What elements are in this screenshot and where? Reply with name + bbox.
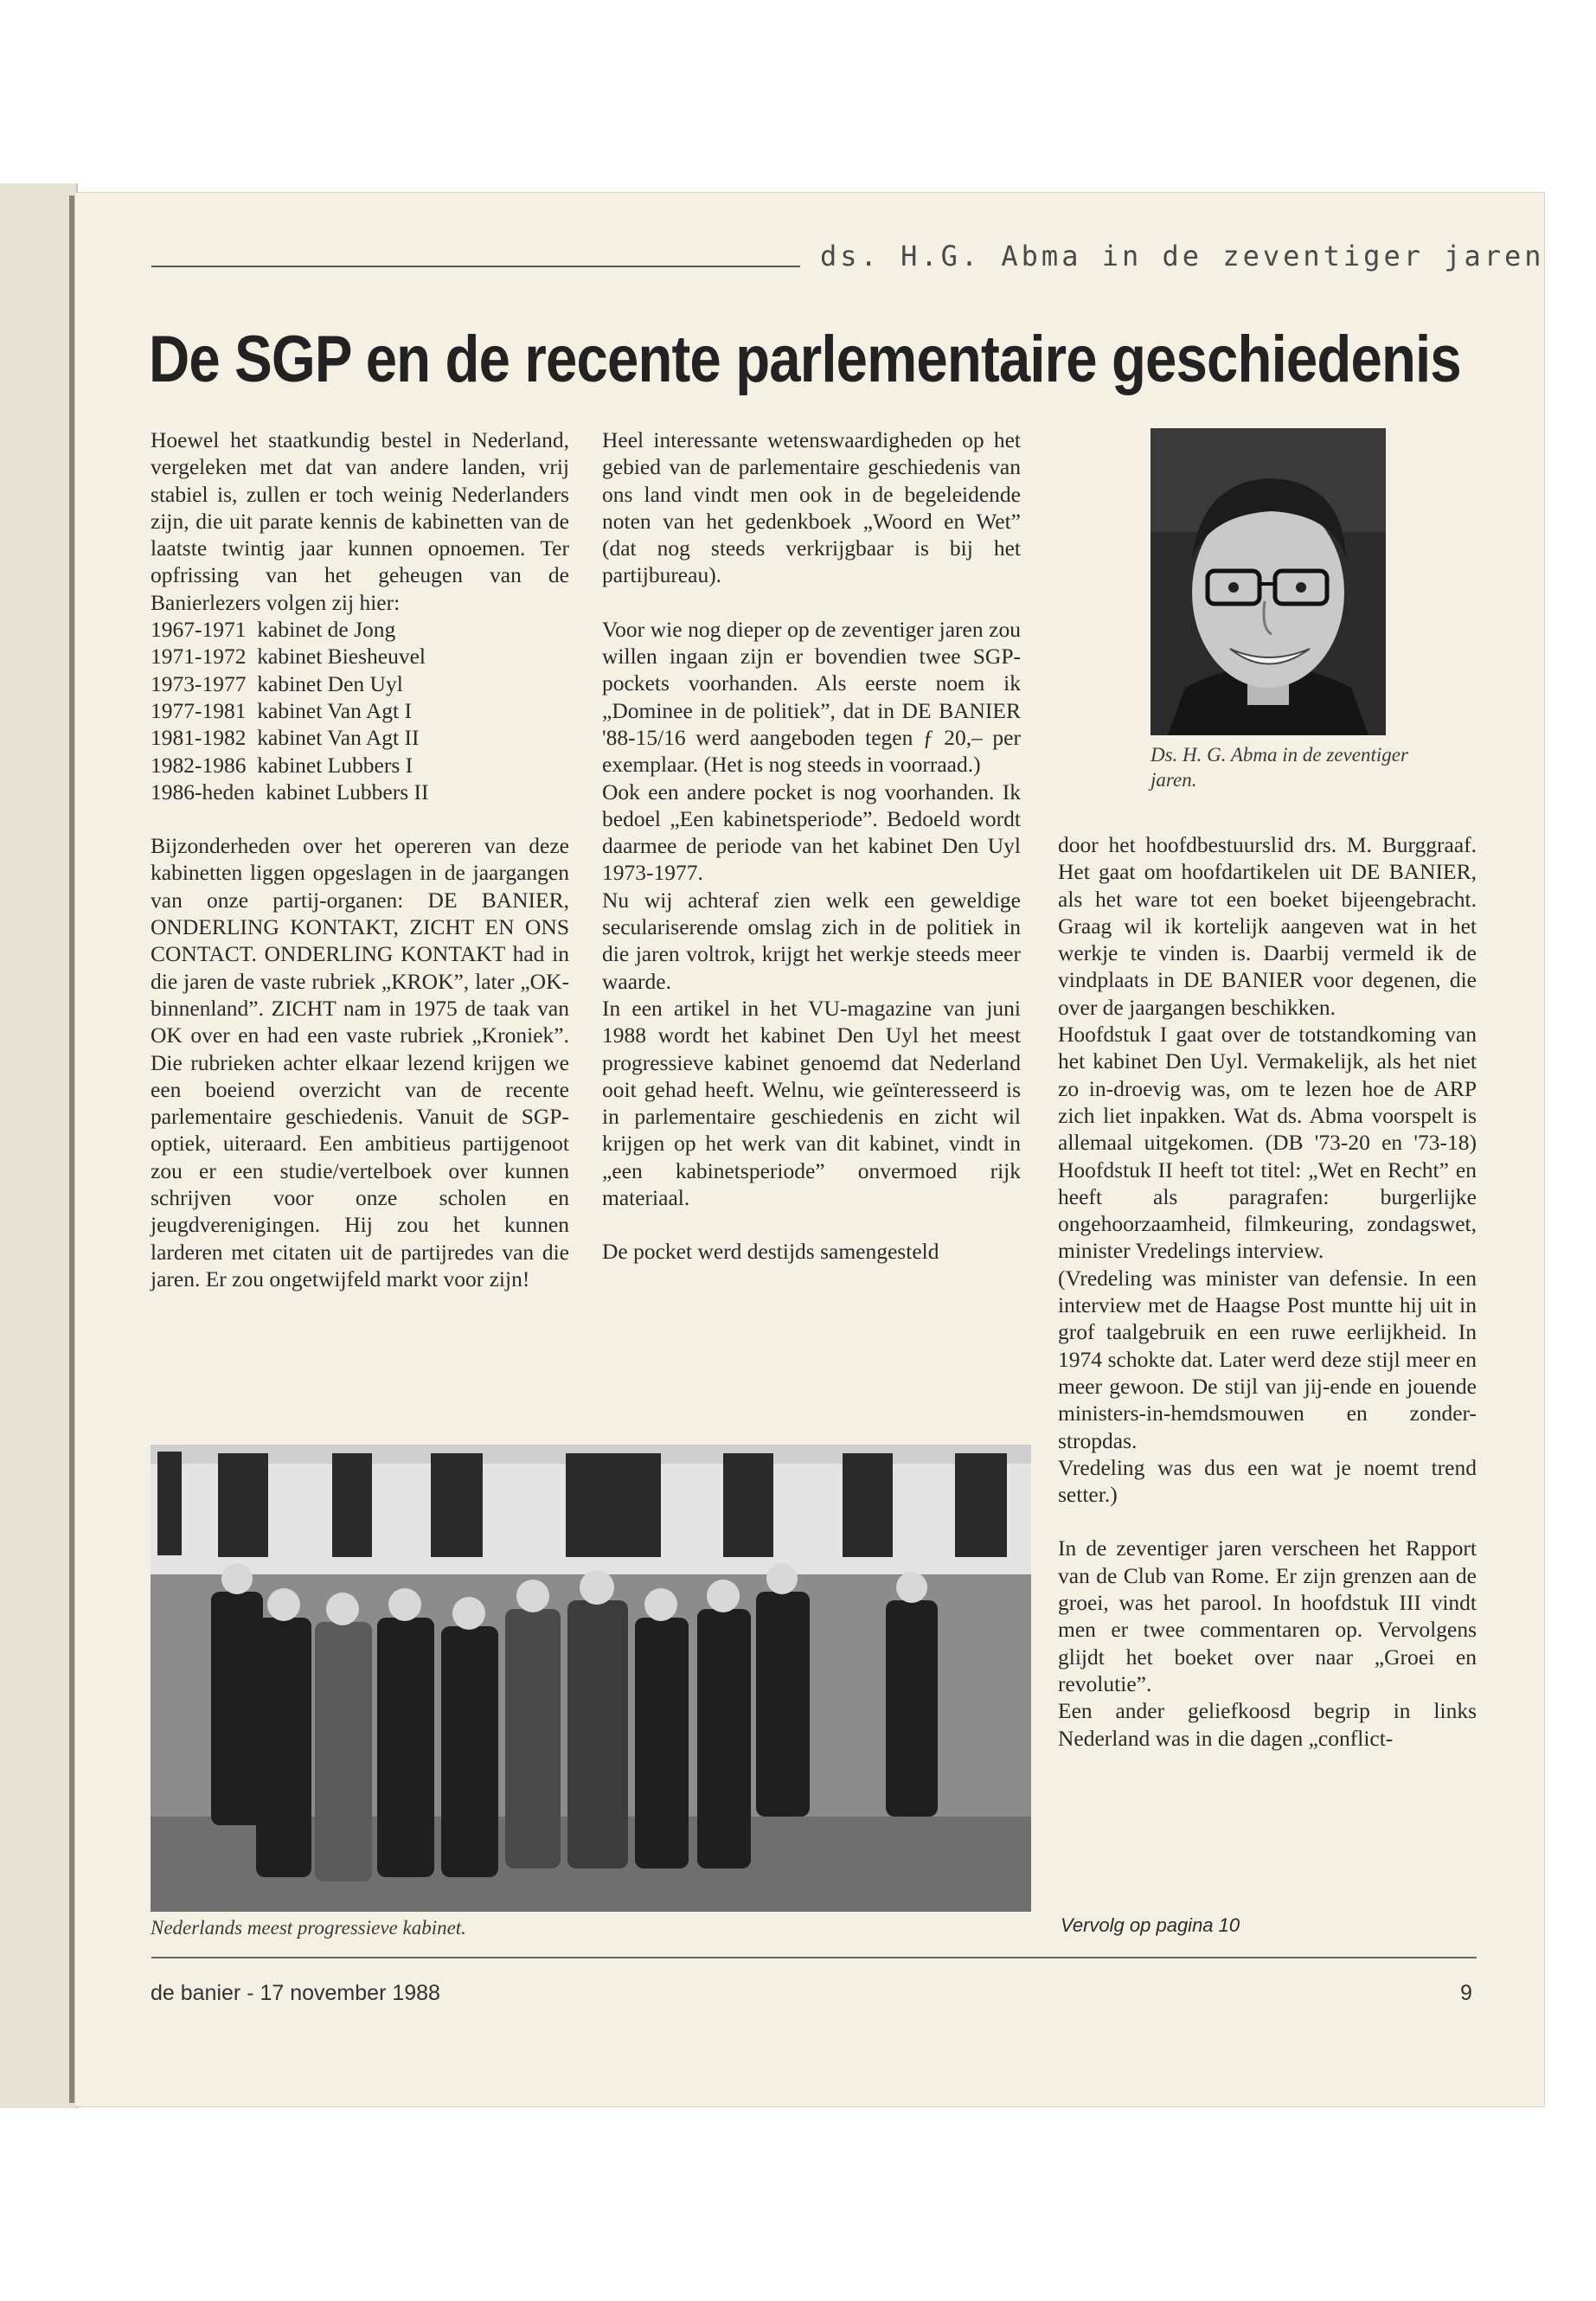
page-number: 9	[1460, 1981, 1472, 2005]
cabinet-item: 1986-heden kabinet Lubbers II	[151, 779, 429, 804]
paragraph: In de zeventiger jaren verscheen het Rapport van de Club van Rome. Er zijn grenzen aan de groei, was het parool. In hoofdstuk III vindt men er twee commentaren op. Vervolgens glijdt het boeket over naar „Groei en revolutie”.	[1058, 1535, 1477, 1696]
cabinet-list	[151, 616, 569, 805]
footer-publication: de banier - 17 november 1988	[151, 1981, 440, 2005]
paragraph: Heel interessante wetenswaardigheden op het gebied van de parlementaire geschiedenis van ons land vindt men ook in de begeleidende noten van het gedenkboek „Woord en Wet” (dat nog steeds verkrijgbaar is bij het partijbureau).	[602, 427, 1021, 588]
article-column-3	[1058, 831, 1477, 1752]
paragraph: Ook een andere pocket is nog voorhanden. Ik bedoel „Een kabinetsperiode”. Bedoeld wordt daarmee de periode van het kabinet Den Uyl 1973-1977.	[602, 779, 1021, 886]
paragraph: Hoewel het staatkundig bestel in Nederland, vergeleken met dat van andere landen, vrij stabiel is, zullen er toch weinig Nederlanders zijn, die uit parate kennis de kabinetten van de laatste twintig jaar kunnen opnoemen. Ter opfrissing van het geheugen van de Banierlezers volgen zij hier:	[151, 427, 569, 615]
portrait-caption: Ds. H. G. Abma in de zeventiger jaren.	[1151, 744, 1408, 791]
portrait-photo	[1151, 428, 1386, 735]
cabinet-item: 1973-1977 kabinet Den Uyl	[151, 670, 403, 696]
paragraph: In een artikel in het VU-magazine van juni 1988 wordt het kabinet Den Uyl het meest progressieve kabinet genoemd dat Nederland ooit gehad heeft. Welnu, wie geïnteresseerd is in parlementaire geschiedenis en zicht wil krijgen op het werk van dit kabinet, vindt in „een kabinetsperiode” onvermoed rijk materiaal.	[602, 995, 1021, 1211]
paragraph: Hoofdstuk I gaat over de totstandkoming van het kabinet Den Uyl. Vermakelijk, als het niet zo in-droevig was, om te lezen hoe de ARP zich liet inpakken. Wat ds. Abma voorspelt is allemaal uitgekomen. (DB '73-20 en '73-18) Hoofdstuk II heeft tot titel: „Wet en Recht” en heeft als paragrafen: burgerlijke ongehoorzaamheid, filmkeuring, zondagswet, minister Vredelings interview.	[1058, 1022, 1477, 1264]
footer-rule	[151, 1957, 1477, 1958]
headline: De SGP en de recente parlementaire geschiedenis	[149, 323, 1461, 396]
portrait-illustration	[1151, 428, 1386, 735]
paragraph: (Vredeling was minister van defensie. In een interview met de Haagse Post muntte hij uit in grof taalgebruik en een ruwe eerlijkheid. In 1974 schokte dat. Later werd deze stijl meer en meer gewoon. De stijl van jij-ende en jouende ministers-in-hemdsmouwen en zonder-stropdas.	[1058, 1265, 1477, 1453]
book-spine	[0, 183, 78, 2108]
paragraph: De pocket werd destijds samengesteld	[602, 1239, 939, 1265]
cabinet-item: 1981-1982 kabinet Van Agt II	[151, 725, 420, 751]
header-rule	[151, 266, 800, 267]
article-column-2	[602, 426, 1021, 1266]
article-column-1	[151, 426, 569, 1292]
group-photo-caption: Nederlands meest progressieve kabinet.	[151, 1917, 466, 1939]
group-photo-illustration	[151, 1445, 1031, 1912]
cabinet-item: 1971-1972 kabinet Biesheuvel	[151, 644, 426, 670]
cabinet-item: 1982-1986 kabinet Lubbers I	[151, 752, 413, 778]
paragraph: Nu wij achteraf zien welk een geweldige seculariserende omslag zich in de politiek in die jaren voltrok, krijgt het werkje steeds meer waarde.	[602, 887, 1021, 994]
cabinet-item: 1967-1971 kabinet de Jong	[151, 617, 396, 643]
paragraph: door het hoofdbestuurslid drs. M. Burggraaf. Het gaat om hoofdartikelen uit DE BANIER, als het ware tot een boeket bijeengebracht. Graag wil ik kortelijk aangeven wat in het werkje te vinden is. Daarbij vermeld ik de vindplaats in DE BANIER voor degenen, die over de jaargangen beschikken.	[1058, 832, 1477, 1020]
group-photo	[151, 1445, 1031, 1912]
cabinet-item: 1977-1981 kabinet Van Agt I	[151, 697, 412, 723]
paragraph: Bijzonderheden over het opereren van deze kabinetten liggen opgeslagen in de jaargangen van onze partij-organen: DE BANIER, ONDERLING KONTAKT, ZICHT EN ONS CONTACT. ONDERLING KONTAKT had in die jaren de vaste rubriek „KROK”, later „OK-binnenland”. ZICHT nam in 1975 de taak van OK over en had een vaste rubriek „Kroniek”. Die rubrieken achter elkaar lezend krijgen we een boeiend overzicht van de recente parlementaire geschiedenis. Vanuit de SGP-optiek, uiteraard. Een ambitieus partijgenoot zou er een studie/vertelboek over kunnen schrijven voor onze scholen en jeugdverenigingen. Hij zou het kunnen larderen met citaten uit de partijredes van die jaren. Er zou ongetwijfeld markt voor zijn!	[151, 833, 569, 1292]
section-header: ds. H.G. Abma in de zeventiger jaren	[820, 240, 1545, 272]
paragraph: Vredeling was dus een wat je noemt trend setter.)	[1058, 1454, 1477, 1508]
paragraph: Een ander geliefkoosd begrip in links Nederland was in die dagen „conflict-	[1058, 1698, 1477, 1751]
paragraph: Voor wie nog dieper op de zeventiger jaren zou willen ingaan zijn er bovendien twee SGP-pockets voorhanden. Als eerste noem ik „Dominee in de politiek”, dat in DE BANIER '88-15/16 werd aangeboden tegen ƒ 20,– per exemplaar. (Het is nog steeds in voorraad.)	[602, 616, 1021, 778]
continued-note: Vervolg op pagina 10	[1061, 1914, 1240, 1936]
